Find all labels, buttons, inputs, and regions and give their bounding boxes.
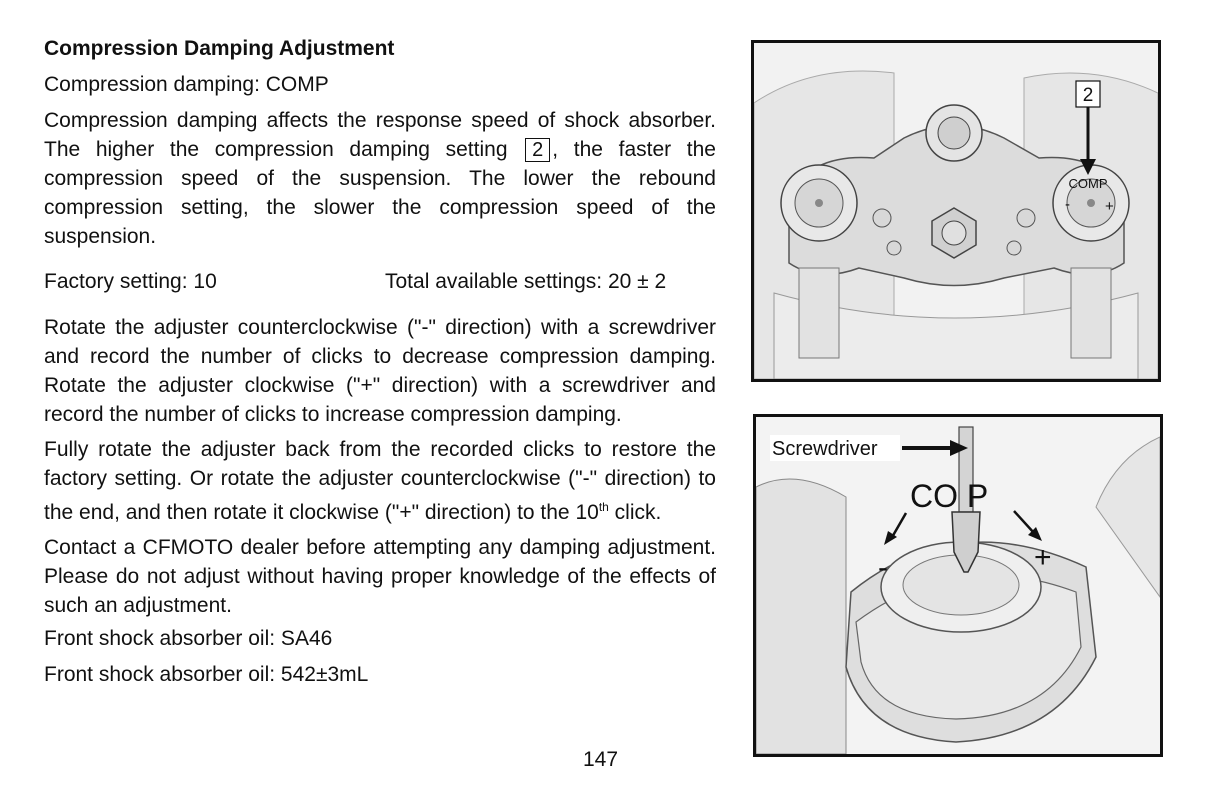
- para3-sup: th: [598, 500, 609, 514]
- page-number: 147: [583, 748, 619, 771]
- paragraph-restore-setting: [44, 435, 716, 527]
- adjuster-illustration: [756, 417, 1160, 754]
- paragraph-rotate-instructions: Rotate the adjuster counterclockwise ("-" direction) with a screwdriver and record the number of clicks to decrease compression damping. Rotate the adjuster clockwise ("+" direction) with a screwdriver and record the number of clicks to increase compression damping.: [44, 316, 716, 426]
- figure-adjuster-closeup: [753, 414, 1163, 757]
- minus-label-large: -: [878, 551, 888, 584]
- section-subtitle: Compression damping: COMP: [44, 73, 329, 96]
- total-settings: Total available settings: 20 ± 2: [385, 270, 667, 293]
- figure-fork-top-view: [751, 40, 1161, 382]
- comp-label: COMP: [1068, 176, 1108, 191]
- para3-tail: click.: [608, 501, 662, 524]
- text-column: [44, 36, 716, 696]
- para1-part1: Compression damping affects the response speed of shock absorber. The higher the compression damping setting: [44, 109, 716, 161]
- callout-number: 2: [1082, 85, 1094, 106]
- fork-top-illustration: [754, 43, 1158, 379]
- settings-row: [44, 269, 716, 295]
- plus-label-large: +: [1034, 541, 1052, 574]
- plus-label: +: [1105, 198, 1114, 215]
- section-title: Compression Damping Adjustment: [44, 37, 395, 60]
- screwdriver-label: Screwdriver: [772, 438, 878, 460]
- paragraph-dealer-warning: Contact a CFMOTO dealer before attempting any damping adjustment. Please do not adjust without having proper knowledge of the effects of such an adjustment.: [44, 536, 716, 617]
- paragraph-compression-effect: [44, 106, 716, 251]
- minus-label: -: [1065, 196, 1070, 213]
- para3-text: Fully rotate the adjuster back from the recorded clicks to restore the factory setting. Or rotate the adjuster counterclockwise ("-" direction) to the end, and then rotate it clockwise ("+" direction) to the 10: [44, 438, 716, 524]
- factory-setting: Factory setting: 10: [44, 270, 217, 293]
- oil-volume: Front shock absorber oil: 542±3mL: [44, 663, 369, 686]
- para1-part2: , the faster the compression speed of the suspension. The lower the rebound compression setting, the slower the compression speed of the suspension.: [44, 138, 716, 248]
- callout-ref-box: 2: [525, 138, 550, 162]
- oil-type: Front shock absorber oil: SA46: [44, 627, 333, 650]
- comp-label-large: CO P: [910, 478, 989, 514]
